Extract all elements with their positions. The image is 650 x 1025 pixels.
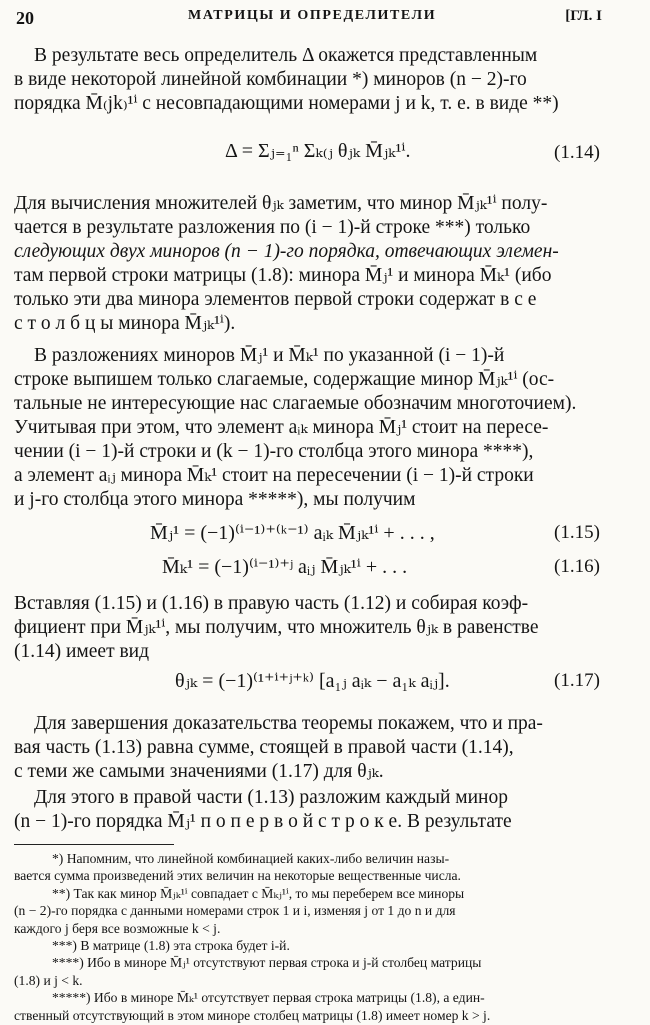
text-line: фициент при M̄ⱼₖ¹ⁱ, мы получим, что множитель θⱼₖ в равенстве: [14, 617, 539, 638]
text-line: Для этого в правой части (1.13) разложим каждый минор: [34, 787, 508, 808]
text-line: Вставляя (1.15) и (1.16) в правую часть (1.12) и собирая коэф-: [14, 593, 529, 614]
page-number: 20: [16, 8, 34, 28]
text-line: там первой строки матрицы (1.8): минора M̄ⱼ¹ и минора M̄ₖ¹ (ибо: [14, 265, 552, 286]
footnote-line: **) Так как минор M̄ⱼₖ¹ⁱ совпадает с M̄ₖⱼ¹ⁱ, то мы переберем все миноры: [52, 885, 465, 901]
footnote-line: каждого j беря все возможные k < j.: [14, 920, 221, 936]
text-line: В результате весь определитель Δ окажется представленным: [34, 45, 538, 66]
equation-number: (1.14): [554, 142, 600, 163]
text-line: следующих двух миноров (n − 1)-го порядка, отвечающих элемен-: [14, 241, 559, 262]
text-line: чении (i − 1)-й строки и (k − 1)-го столбца этого минора ****),: [14, 441, 534, 462]
text-line: Для завершения доказательства теоремы покажем, что и пра-: [34, 713, 543, 734]
text-line: с теми же самыми значениями (1.17) для θⱼₖ.: [14, 761, 384, 782]
equation-number: (1.17): [554, 670, 600, 691]
text-line: (1.14) имеет вид: [14, 641, 150, 662]
text-line: (n − 1)-го порядка M̄ⱼ¹ п о п е р в о й с т р о к е. В результате: [14, 811, 512, 832]
text-line: в виде некоторой линейной комбинации *) миноров (n − 2)-го: [14, 69, 527, 90]
equation-1-16: M̄ₖ¹ = (−1)⁽ⁱ⁻¹⁾⁺ʲ aᵢⱼ M̄ⱼₖ¹ⁱ + . . .: [162, 556, 408, 578]
text-line: чается в результате разложения по (i − 1)-й строке ***) только: [14, 217, 531, 238]
running-header: [16, 8, 602, 30]
text-line: тальные не интересующие нас слагаемые обозначим многоточием).: [14, 393, 577, 414]
chapter-reference: [ГЛ. I: [565, 8, 602, 24]
text-line: а элемент aᵢⱼ минора M̄ₖ¹ стоит на пересечении (i − 1)-й строки: [14, 465, 534, 486]
running-title: МАТРИЦЫ И ОПРЕДЕЛИТЕЛИ: [188, 8, 437, 23]
equation-number: (1.16): [554, 556, 600, 577]
footnote-line: ственный отсутствующий в этом миноре столбец матрицы (1.8) имеет номер k > j.: [14, 1007, 491, 1023]
footnote-divider: [14, 844, 174, 845]
footnote-line: *****) Ибо в миноре M̄ₖ¹ отсутствует первая строка матрицы (1.8), а един-: [52, 990, 485, 1006]
equation-1-14: Δ = Σⱼ₌₁ⁿ Σₖ₍ⱼ θⱼₖ M̄ⱼₖ¹ⁱ.: [225, 140, 411, 162]
footnote-line: вается сумма произведений этих величин на некоторые вещественные числа.: [14, 868, 461, 884]
equation-1-15: M̄ⱼ¹ = (−1)⁽ⁱ⁻¹⁾⁺⁽ᵏ⁻¹⁾ aᵢₖ M̄ⱼₖ¹ⁱ + . . . ,: [150, 522, 435, 544]
equation-number: (1.15): [554, 522, 600, 543]
footnote-line: (n − 2)-го порядка с данными номерами строк 1 и i, изменяя j от 1 до n и для: [14, 903, 456, 919]
footnote-line: (1.8) и j < k.: [14, 972, 83, 988]
equation-1-17: θⱼₖ = (−1)⁽¹⁺ⁱ⁺ʲ⁺ᵏ⁾ [a₁ⱼ aᵢₖ − a₁ₖ aᵢⱼ].: [175, 670, 450, 692]
footnote-line: ****) Ибо в миноре M̄ⱼ¹ отсутствуют первая строка и j-й столбец матрицы: [52, 955, 482, 971]
text-line: строке выпишем только слагаемые, содержащие минор M̄ⱼₖ¹ⁱ (ос-: [14, 369, 555, 390]
text-line: В разложениях миноров M̄ⱼ¹ и M̄ₖ¹ по указанной (i − 1)-й: [34, 345, 505, 366]
text-line: и j-го столбца этого минора *****), мы получим: [14, 489, 416, 510]
text-line: порядка M̄₍jk₎¹ⁱ с несовпадающими номерами j и k, т. е. в виде **): [14, 93, 559, 114]
footnote-line: ***) В матрице (1.8) эта строка будет i-й.: [52, 938, 290, 953]
text-line: с т о л б ц ы минора M̄ⱼₖ¹ⁱ).: [14, 313, 236, 334]
footnote-line: *) Напомним, что линейной комбинацией каких-либо величин назы-: [52, 851, 450, 866]
text-line: только эти два минора элементов первой строки содержат в с е: [14, 289, 537, 310]
text-line: Для вычисления множителей θⱼₖ заметим, что минор M̄ⱼₖ¹ⁱ полу-: [14, 193, 548, 214]
text-line: вая часть (1.13) равна сумме, стоящей в правой части (1.14),: [14, 737, 514, 758]
text-line: Учитывая при этом, что элемент aᵢₖ минора M̄ⱼ¹ стоит на пересе-: [14, 417, 549, 438]
